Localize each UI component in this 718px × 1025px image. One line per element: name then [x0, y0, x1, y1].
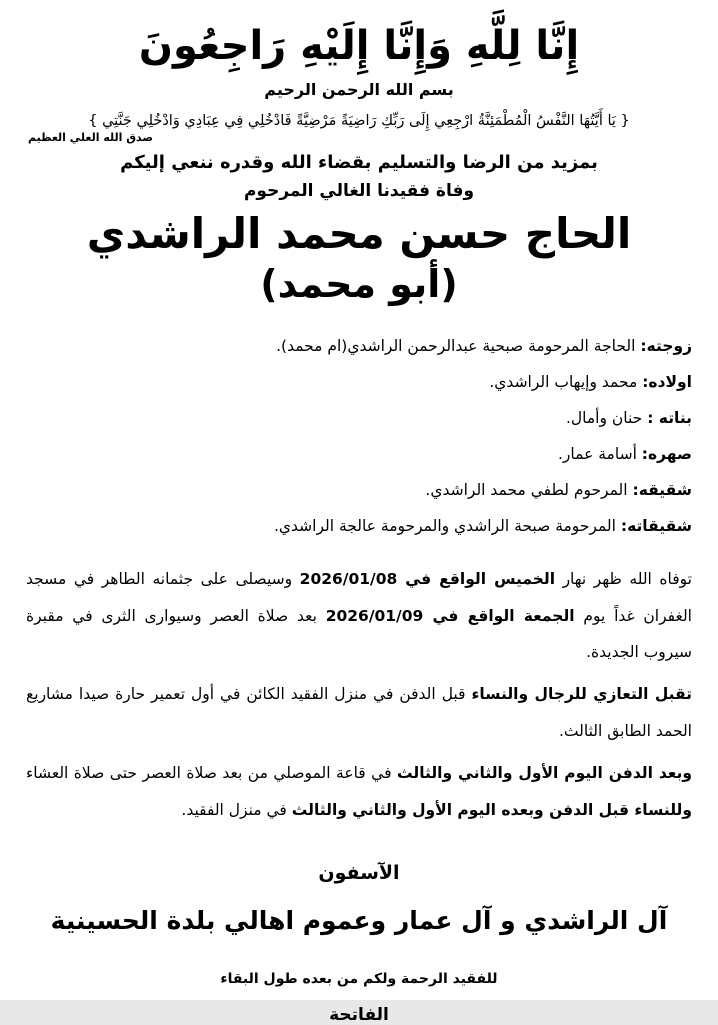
- family-row-daughters: [26, 409, 692, 427]
- mourners-title: الآسفون: [318, 862, 400, 885]
- family-row-brother: [26, 481, 692, 499]
- mourners-names: آل الراشدي و آل عمار وعموم اهالي بلدة الحسينية: [50, 906, 668, 936]
- family-label: اولاده:: [642, 373, 692, 392]
- family-label: بناته :: [647, 409, 692, 428]
- family-value: محمد وإيهاب الراشدي.: [489, 373, 643, 392]
- family-value: المرحومة صبحة الراشدي والمرحومة عالجة الراشدي.: [273, 517, 621, 536]
- basmala-line: بسم الله الرحمن الرحيم: [264, 80, 454, 99]
- quran-verse: { يَا أَيَّتُهَا النَّفْسُ الْمُطْمَئِنَّةُ ارْجِعِي إِلَى رَبِّكِ رَاضِيَةً مَرْضِيَّةً فَادْخُلِي فِي عِبَادِي وَادْخُلِي جَنَّتِي }: [88, 113, 630, 129]
- after-burial-paragraph: وبعد الدفن اليوم الأول والثاني والثالث في قاعة الموصلي من بعد صلاة العصر حتى صلاة العشاء وللنساء قبل الدفن وبعده اليوم الأول والثاني والثالث في منزل الفقيد.: [26, 764, 692, 819]
- closing-mercy-line: للفقيد الرحمة ولكم من بعده طول البقاء: [220, 971, 498, 988]
- deceased-name: الحاج حسن محمد الراشدي: [86, 209, 632, 258]
- announcement-intro-line: بمزيد من الرضا والتسليم بقضاء الله وقدره ننعي إليكم: [120, 152, 598, 173]
- family-row-sisters: [26, 517, 692, 535]
- family-label: زوجته:: [640, 337, 692, 356]
- announcement-body: [26, 561, 692, 828]
- family-value: حنان وأمال.: [565, 409, 648, 428]
- family-row-son-in-law: [26, 445, 692, 463]
- death-and-burial-paragraph: توفاه الله ظهر نهار الخميس الواقع في 2026/01/08 وسيصلى على جثمانه الطاهر في مسجد الغفران غداً يوم الجمعة الواقع في 2026/01/09 بعد صلاة العصر وسيوارى الثرى في مقبرة سيروب الجديدة.: [26, 570, 692, 662]
- family-label: شقيقاته:: [620, 517, 692, 536]
- istirja-calligraphy: إِنَّا لِلَّهِ وَإِنَّا إِلَيْهِ رَاجِعُونَ: [138, 23, 580, 69]
- family-value: الحاجة المرحومة صبحية عبدالرحمن الراشدي(ام محمد).: [276, 337, 641, 356]
- fatiha-line: الفاتحة: [329, 1005, 389, 1025]
- family-row-wife: [26, 337, 692, 355]
- family-list: [26, 337, 692, 535]
- family-label: صهره:: [641, 445, 692, 464]
- deceased-kunya: (أبو محمد): [260, 261, 458, 306]
- deceased-intro-line: وفاة فقيدنا الغالي المرحوم: [243, 181, 475, 201]
- family-value: أسامة عمار.: [557, 445, 642, 464]
- family-label: شقيقه:: [632, 481, 692, 500]
- sadaqa-allah-line: صدق الله العلي العظيم: [28, 131, 154, 144]
- family-row-sons: [26, 373, 692, 391]
- condolences-location-paragraph: تقبل التعازي للرجال والنساء قبل الدفن في منزل الفقيد الكائن في أول تعمير حارة صيدا مشاريع الحمد الطابق الثالث.: [26, 685, 692, 740]
- family-value: المرحوم لطفي محمد الراشدي.: [425, 481, 633, 500]
